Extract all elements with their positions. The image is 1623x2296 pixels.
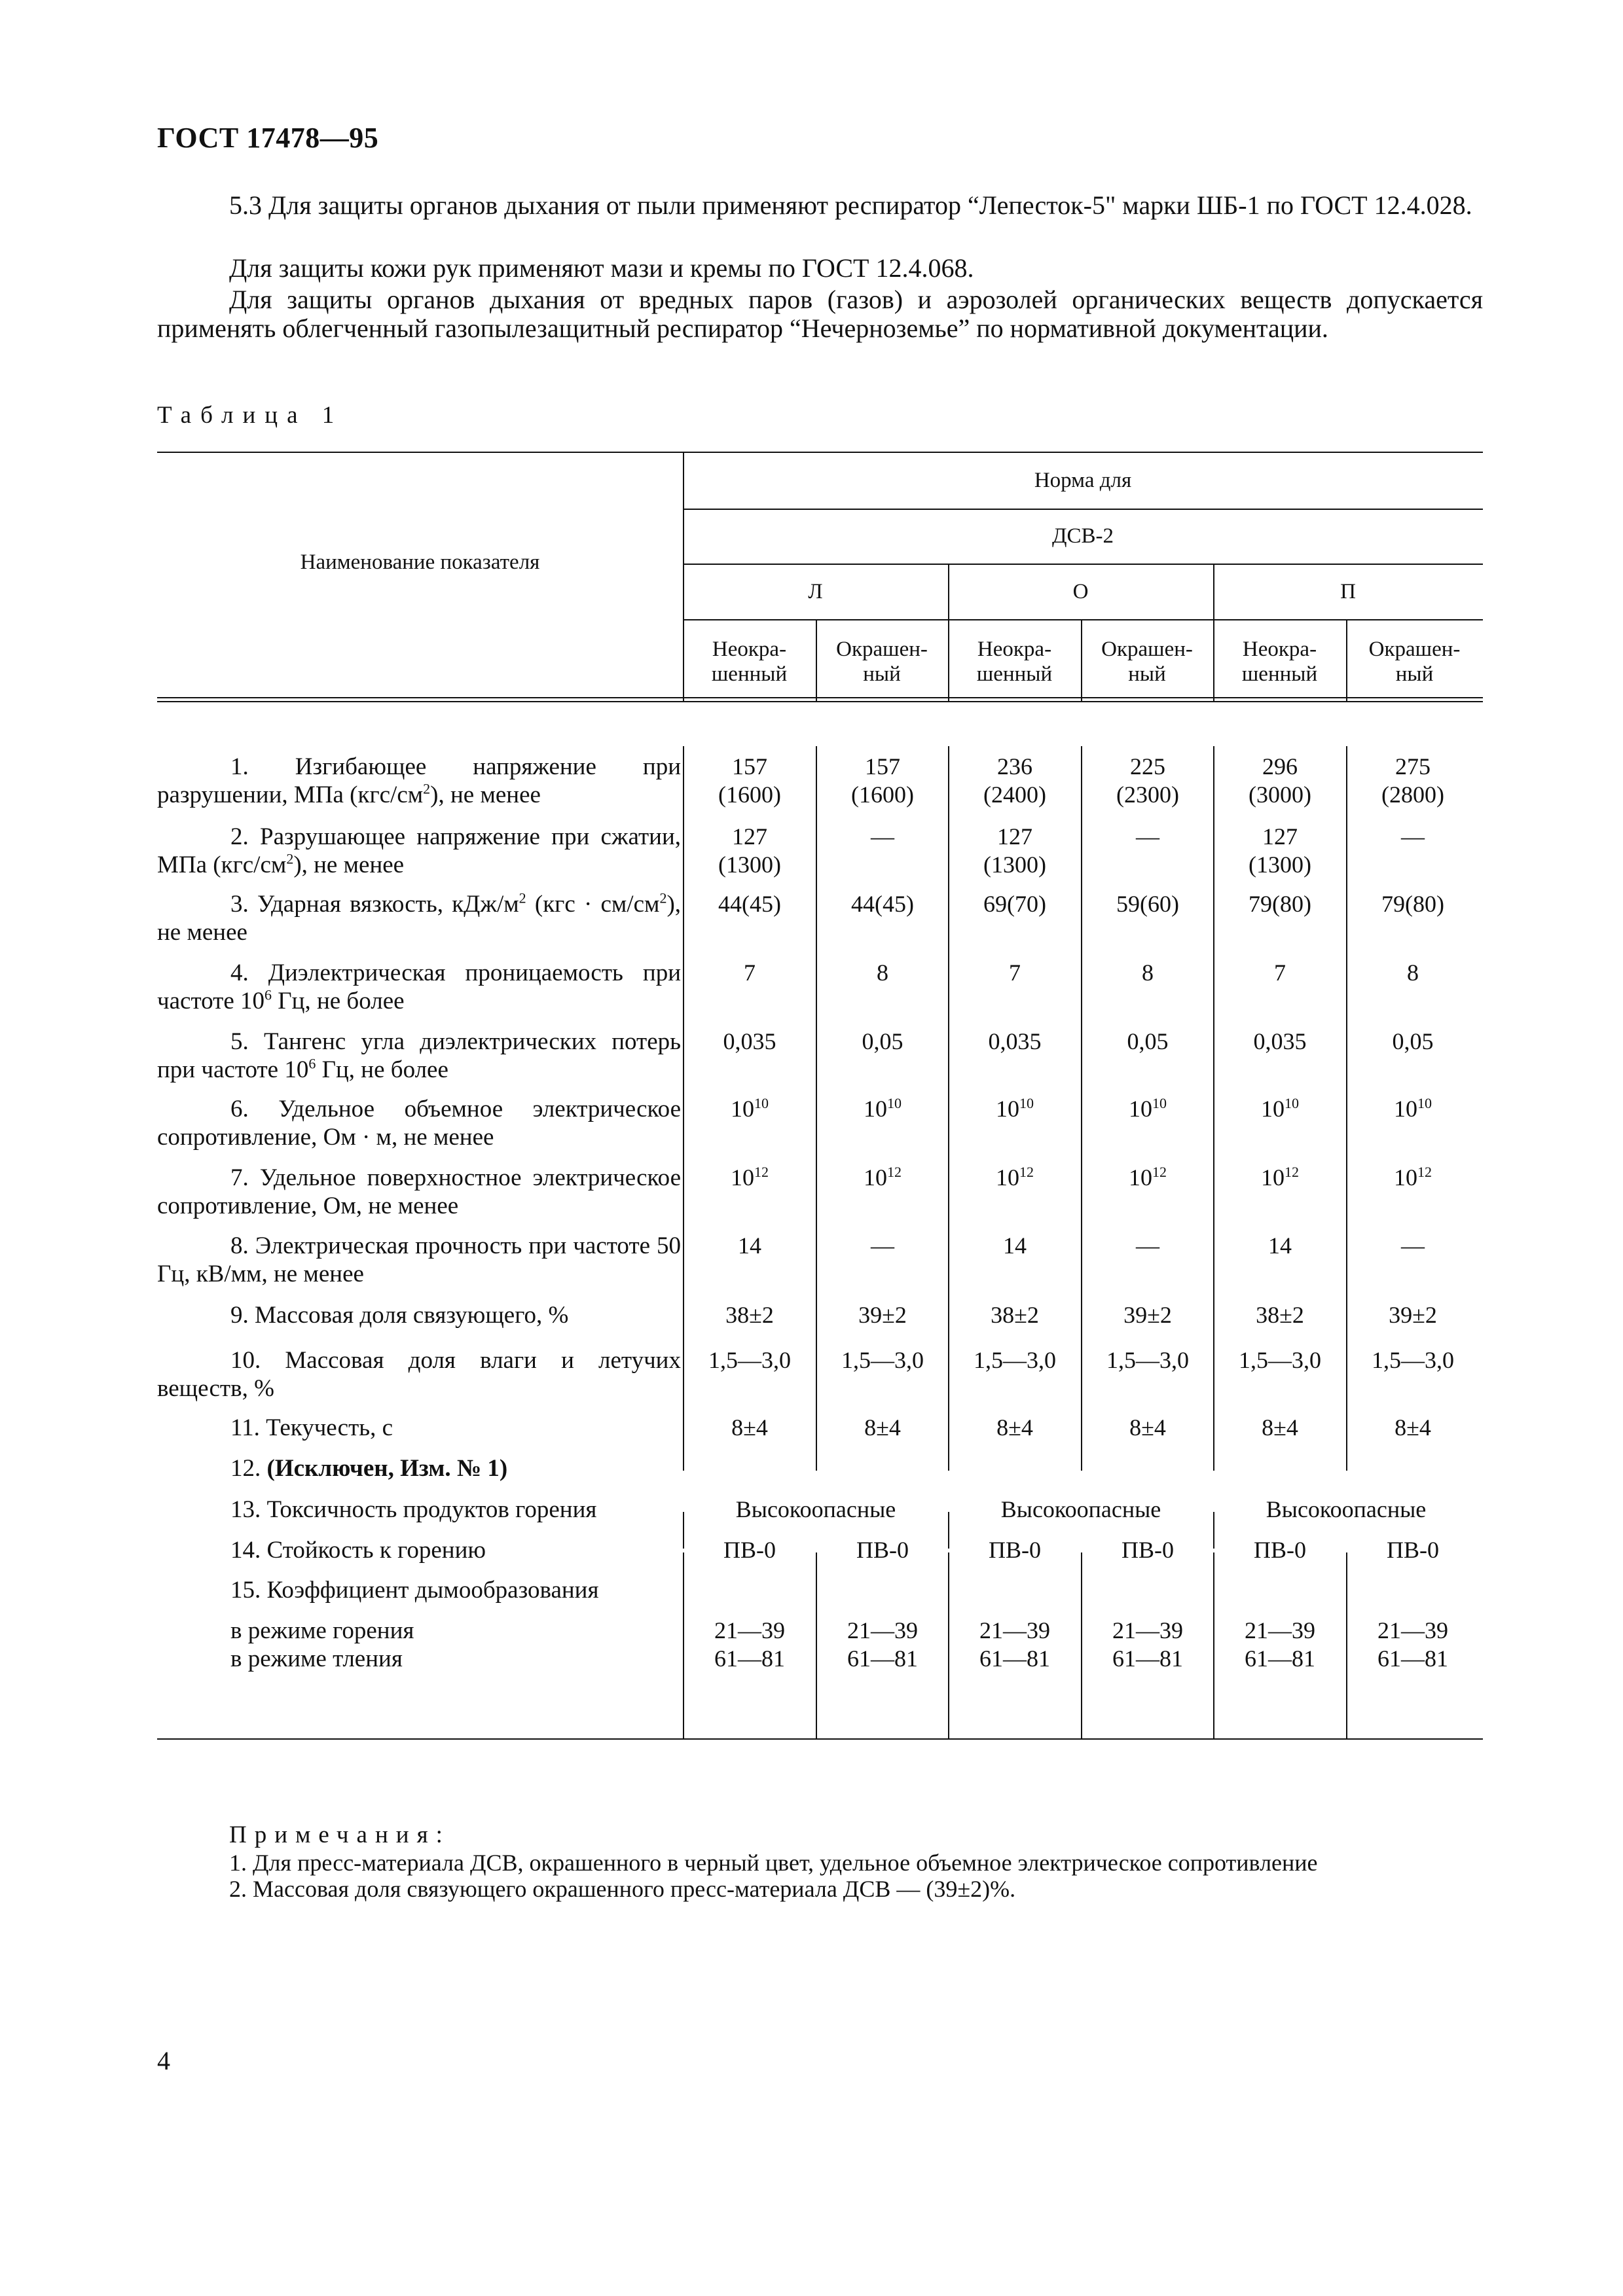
header-norm: Норма для: [1034, 469, 1132, 492]
table-cell: 1,5—3,0: [1106, 1347, 1189, 1373]
table-cell: $10^{12}$: [864, 1164, 902, 1191]
table-cell: ПВ-0: [723, 1537, 776, 1563]
table-cell-merged: Высокоопасные: [735, 1496, 896, 1522]
header-material: ДСВ-2: [1051, 524, 1114, 548]
table-cell: 8: [1407, 960, 1419, 986]
table-cell: $10^{10}$: [864, 1095, 902, 1122]
table-cell: 21—39 61—81: [1245, 1617, 1315, 1672]
table-cell: 1,5—3,0: [708, 1347, 791, 1373]
header-name-col: Наименование показателя: [300, 550, 540, 574]
table-cell: 127 (1300): [1249, 823, 1311, 878]
table-cell: 39±2: [1123, 1302, 1172, 1328]
table-cell: 8±4: [1262, 1414, 1298, 1441]
table-cell: 296 (3000): [1249, 753, 1311, 808]
table-cell: 8±4: [1129, 1414, 1166, 1441]
table-cell: ПВ-0: [1254, 1537, 1306, 1563]
table-cell: 1,5—3,0: [1239, 1347, 1321, 1373]
table-cell: 8±4: [996, 1414, 1033, 1441]
table-cell: 8±4: [731, 1414, 768, 1441]
table-row-label: 6. Удельное объемное электрическое сопротивление, Ом · м, не менее: [157, 1096, 681, 1151]
table-cell: ПВ-0: [1122, 1537, 1174, 1563]
table-cell: 44(45): [718, 891, 781, 917]
table-cell: 79(80): [1249, 891, 1311, 917]
table-cell: $10^{12}$: [1261, 1164, 1299, 1191]
subheader-unpainted: Неокра- шенный: [976, 637, 1053, 686]
paragraph-respirator: Для защиты органов дыхания от вредных паров (газов) и аэрозолей органических веществ допускается применять облегченный газопылезащитный респиратор “Нечерноземье” по нормативной документации.: [157, 285, 1483, 343]
subheader-painted: Окрашен- ный: [1368, 637, 1461, 686]
table-cell: 0,035: [1253, 1028, 1307, 1054]
table-cell: 225 (2300): [1116, 753, 1179, 808]
table-cell: 39±2: [1389, 1302, 1437, 1328]
table-cell: 8: [1142, 960, 1154, 986]
table-cell: 0,05: [862, 1028, 903, 1054]
table-row-label: 15. Коэффициент дымообразования: [230, 1577, 599, 1604]
table-row-label: 2. Разрушающее напряжение при сжатии, МПа $(кгс/см^2)$, не менее: [157, 823, 681, 878]
table-cell: 8±4: [864, 1414, 901, 1441]
table-cell: 38±2: [991, 1302, 1039, 1328]
table-cell: $10^{10}$: [1261, 1095, 1299, 1122]
table-cell: 8±4: [1395, 1414, 1431, 1441]
table-row-label: 3. Ударная вязкость, кДж/$м^2$ $(кгс \cdot см/см^2)$, не менее: [157, 889, 682, 946]
table-row-label: 1. Изгибающее напряжение при разрушении, МПа $(кгс/см^2)$, не менее: [157, 753, 681, 808]
table-cell: 157 (1600): [851, 753, 914, 808]
note-2: 2. Массовая доля связующего окрашенного пресс-материала ДСВ — (39±2)%.: [229, 1876, 1016, 1902]
table-cell: 1,5—3,0: [1372, 1347, 1454, 1373]
header-group-p: П: [1340, 580, 1356, 603]
table-cell: $10^{12}$: [731, 1164, 769, 1191]
table-cell-merged: Высокоопасные: [1000, 1496, 1161, 1522]
table-cell: 21—39 61—81: [714, 1617, 785, 1672]
table-cell-merged: Высокоопасные: [1266, 1496, 1427, 1522]
table-top-rule: [157, 452, 1483, 453]
table-cell: 157 (1600): [718, 753, 781, 808]
table-cell: 236 (2400): [983, 753, 1046, 808]
header-rule-3: [683, 619, 1483, 620]
document-header: ГОСТ 17478—95: [157, 122, 379, 154]
table-cell: —: [1136, 1232, 1159, 1259]
header-group-o: О: [1072, 580, 1089, 603]
table-cell: 69(70): [983, 891, 1046, 917]
table-cell: 79(80): [1381, 891, 1444, 917]
header-group-l: Л: [808, 580, 823, 603]
table-cell: —: [871, 823, 894, 850]
table-cell: 1,5—3,0: [841, 1347, 924, 1373]
table-cell: 59(60): [1116, 891, 1179, 917]
table-cell: 14: [738, 1232, 761, 1259]
table-cell: 1,5—3,0: [974, 1347, 1056, 1373]
table-cell: 14: [1268, 1232, 1292, 1259]
table-cell: 127 (1300): [718, 823, 781, 878]
table-cell: 7: [1009, 960, 1021, 986]
table-cell: ПВ-0: [1387, 1537, 1439, 1563]
table-cell: $10^{10}$: [996, 1095, 1034, 1122]
table-cell: $10^{10}$: [731, 1095, 769, 1122]
table-row-label: 4. Диэлектрическая проницаемость при частоте $10^6$ Гц, не более: [157, 960, 681, 1014]
table-cell: 38±2: [1256, 1302, 1304, 1328]
table-row-label: 11. Текучесть, с: [230, 1414, 393, 1441]
table-cell: 8: [877, 960, 888, 986]
table-row-label: 12. (Исключен, Изм. № 1): [230, 1455, 508, 1482]
table-cell: 275 (2800): [1381, 753, 1444, 808]
table-cell: 0,035: [988, 1028, 1042, 1054]
subheader-unpainted: Неокра- шенный: [711, 637, 788, 686]
table-row-label: 8. Электрическая прочность при частоте 50 Гц, кВ/мм, не менее: [157, 1232, 681, 1287]
table-cell: 0,05: [1392, 1028, 1434, 1054]
table-cell: 38±2: [725, 1302, 774, 1328]
table-row-label: в режиме горения в режиме тления: [230, 1617, 414, 1672]
table-cell: —: [1136, 823, 1159, 850]
table-cell: 21—39 61—81: [979, 1617, 1050, 1672]
notes-title: Примечания:: [229, 1821, 450, 1848]
subheader-painted: Окрашен- ный: [1101, 637, 1193, 686]
table-cell: $10^{12}$: [1394, 1164, 1432, 1191]
table-cell: 39±2: [858, 1302, 907, 1328]
header-rule-2: [683, 564, 1483, 565]
table-cell: 7: [744, 960, 756, 986]
subheader-painted: Окрашен- ный: [836, 637, 928, 686]
table-cell: 7: [1274, 960, 1286, 986]
paragraph-skin-protection: Для защиты кожи рук применяют мази и кремы по ГОСТ 12.4.068.: [229, 253, 974, 283]
table-cell: 0,035: [723, 1028, 776, 1054]
table-caption: Таблица 1: [157, 402, 344, 429]
paragraph-5-3: 5.3 Для защиты органов дыхания от пыли применяют респиратор “Лепесток-5" марки ШБ-1 по ГОСТ 12.4.028.: [229, 190, 1472, 220]
table-bottom-rule: [157, 1738, 1483, 1740]
table-row-label: 14. Стойкость к горению: [230, 1537, 486, 1564]
table-row-label: 7. Удельное поверхностное электрическое сопротивление, Ом, не менее: [157, 1164, 681, 1219]
subheader-unpainted: Неокра- шенный: [1241, 637, 1318, 686]
table-cell: 44(45): [851, 891, 914, 917]
table-cell: 21—39 61—81: [1112, 1617, 1183, 1672]
table-cell: —: [871, 1232, 894, 1259]
table-cell: $10^{12}$: [1129, 1164, 1167, 1191]
table-cell: $10^{10}$: [1129, 1095, 1167, 1122]
table-row-label: 5. Тангенс угла диэлектрических потерь при частоте $10^6$ Гц, не более: [157, 1028, 681, 1083]
note-1: 1. Для пресс-материала ДСВ, окрашенного в черный цвет, удельное объемное электрическое сопротивление: [229, 1850, 1318, 1876]
table-cell: 0,05: [1127, 1028, 1169, 1054]
header-bottom-rule-2: [157, 701, 1483, 702]
table-cell: $10^{10}$: [1394, 1095, 1432, 1122]
table-row-label: 13. Токсичность продуктов горения: [230, 1496, 597, 1523]
header-bottom-rule: [157, 697, 1483, 698]
table-cell: 127 (1300): [983, 823, 1046, 878]
table-cell: —: [1401, 823, 1425, 850]
table-row-label: 10. Массовая доля влаги и летучих веществ, %: [157, 1347, 681, 1402]
page-number: 4: [157, 2046, 170, 2075]
header-rule-1: [683, 509, 1483, 510]
table-row-label: 9. Массовая доля связующего, %: [230, 1302, 569, 1329]
table-cell: $10^{12}$: [996, 1164, 1034, 1191]
table-cell: 14: [1003, 1232, 1027, 1259]
table-cell: 21—39 61—81: [847, 1617, 918, 1672]
table-cell: ПВ-0: [856, 1537, 909, 1563]
table-cell: —: [1401, 1232, 1425, 1259]
table-cell: ПВ-0: [989, 1537, 1041, 1563]
table-cell: 21—39 61—81: [1377, 1617, 1448, 1672]
